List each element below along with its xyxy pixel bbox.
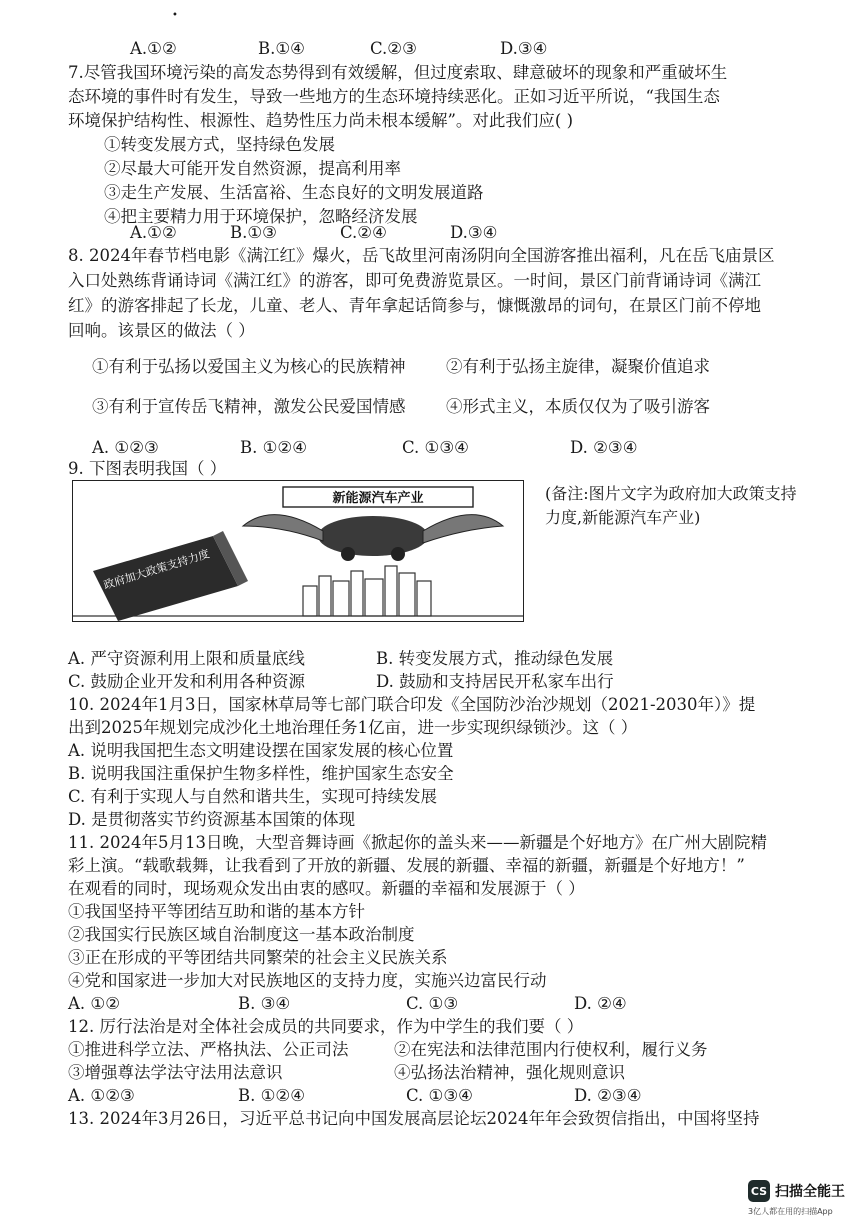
policy-book [93,531,248,621]
q13-stem: 13. 2024年3月26日，习近平总书记向中国发展高层论坛2024年年会致贺信指出，中国将坚持 [68,1109,760,1128]
q12-option-d: D. ②③④ [574,1086,642,1105]
q8-item: ①有利于弘扬以爱国主义为核心的民族精神 [92,357,406,376]
q6-option-c: C.②③ [370,39,417,58]
q10-stem-line: 出到2025年规划完成沙化土地治理任务1亿亩，进一步实现织绿锁沙。这（ ） [68,718,638,737]
q7-option-d: D.③④ [450,223,498,242]
q11-item: ③正在形成的平等团结共同繁荣的社会主义民族关系 [68,948,448,967]
q7-stem-line: 7.尽管我国环境污染的高发态势得到有效缓解，但过度索取、肆意破坏的现象和严重破坏生 [68,63,728,82]
q8-option-c: C. ①③④ [402,438,469,457]
figure-banner-text: 新能源汽车产业 [332,491,424,506]
cartoon-figure [72,480,524,622]
q10-option-d: D. 是贯彻落实节约资源基本国策的体现 [68,810,356,829]
scan-speck: • [172,10,178,21]
q8-option-d: D. ②③④ [570,438,638,457]
q7-option-c: C.②④ [340,223,387,242]
scanner-watermark [748,1180,845,1202]
watermark-subtitle: 3亿人都在用的扫描App [748,1207,833,1216]
q9-option-b: B. 转变发展方式，推动绿色发展 [376,649,614,668]
watermark-name: 扫描全能王 [775,1184,845,1200]
q10-option-b: B. 说明我国注重保护生物多样性，维护国家生态安全 [68,764,454,783]
q12-item: ③增强尊法学法守法用法意识 [68,1063,283,1082]
q11-option-d: D. ②④ [574,994,627,1013]
q7-option-a: A.①② [130,223,177,242]
q12-option-c: C. ①③④ [406,1086,473,1105]
q8-stem-line: 入口处熟练背诵诗词《满江红》的游客，即可免费游览景区。一时间，景区门前背诵诗词《满江 [68,271,761,290]
q7-item: ③走生产发展、生活富裕、生态良好的文明发展道路 [104,183,484,202]
q8-option-a: A. ①②③ [92,438,159,457]
q7-item: ①转变发展方式，坚持绿色发展 [104,135,335,154]
q11-item: ②我国实行民族区域自治制度这一基本政治制度 [68,925,415,944]
q8-option-b: B. ①②④ [240,438,307,457]
q8-stem-line: 回响。该景区的做法（ ） [68,321,255,340]
q9-option-c: C. 鼓励企业开发和利用各种资源 [68,672,306,691]
q7-item: ④把主要精力用于环境保护，忽略经济发展 [104,207,418,226]
q6-option-a: A.①② [130,39,177,58]
q11-stem-line: 在观看的同时，现场观众发出由衷的感叹。新疆的幸福和发展源于（ ） [68,879,585,898]
q11-option-c: C. ①③ [406,994,459,1013]
q11-item: ①我国坚持平等团结互助和谐的基本方针 [68,902,365,921]
q11-item: ④党和国家进一步加大对民族地区的支持力度，实施兴边富民行动 [68,971,547,990]
figure-note: (备注:图片文字为政府加大政策支持力度,新能源汽车产业) [545,484,797,527]
q12-item: ④弘扬法治精神，强化规则意识 [394,1063,625,1082]
q8-stem-line: 红》的游客排起了长龙，儿童、老人、青年拿起话筒参与，慷慨激昂的词句，在景区门前不停地 [68,296,761,315]
q7-item: ②尽最大可能开发自然资源，提高利用率 [104,159,401,178]
q12-item: ①推进科学立法、严格执法、公正司法 [68,1040,349,1059]
q12-item: ②在宪法和法律范围内行使权利，履行义务 [394,1040,708,1059]
q10-stem-line: 10. 2024年1月3日，国家林草局等七部门联合印发《全国防沙治沙规划（2021-2030年）》提 [68,695,756,714]
q11-stem-line: 彩上演。“载歌载舞，让我看到了开放的新疆、发展的新疆、幸福的新疆，新疆是个好地方！” [68,856,745,875]
q9-option-d: D. 鼓励和支持居民开私家车出行 [376,672,614,691]
q7-stem-line: 态环境的事件时有发生，导致一些地方的生态环境持续恶化。正如习近平所说，“我国生态 [68,87,720,106]
cs-logo-icon: CS [748,1180,770,1202]
q8-item: ④形式主义，本质仅仅为了吸引游客 [446,397,710,416]
q12-option-b: B. ①②④ [238,1086,305,1105]
q7-stem-line: 环境保护结构性、根源性、趋势性压力尚未根本缓解”。对此我们应( ) [68,111,574,130]
q11-stem-line: 11. 2024年5月13日晚，大型音舞诗画《掀起你的盖头来——新疆是个好地方》在广州大剧院精 [68,833,767,852]
q6-option-b: B.①④ [258,39,305,58]
q12-option-a: A. ①②③ [68,1086,135,1105]
q9-stem: 9. 下图表明我国（ ） [68,459,227,478]
q10-option-a: A. 说明我国把生态文明建设摆在国家发展的核心位置 [68,741,454,760]
q8-stem-line: 8. 2024年春节档电影《满江红》爆火，岳飞故里河南汤阴向全国游客推出福利，凡在岳飞庙景区 [68,246,775,265]
q6-option-d: D.③④ [500,39,548,58]
q8-item: ③有利于宣传岳飞精神，激发公民爱国情感 [92,397,406,416]
q7-option-b: B.①③ [230,223,277,242]
q9-option-a: A. 严守资源利用上限和质量底线 [68,649,305,668]
figure-book-text: 政府加大政策支持力度 [102,547,212,592]
winged-car [243,515,503,561]
q10-option-c: C. 有利于实现人与自然和谐共生，实现可持续发展 [68,787,438,806]
q11-option-a: A. ①② [68,994,120,1013]
q12-stem: 12. 厉行法治是对全体社会成员的共同要求，作为中学生的我们要（ ） [68,1017,584,1036]
cartoon-illustration [73,481,523,621]
industry-banner [283,487,473,507]
q8-item: ②有利于弘扬主旋律，凝聚价值追求 [446,357,710,376]
q11-option-b: B. ③④ [238,994,291,1013]
